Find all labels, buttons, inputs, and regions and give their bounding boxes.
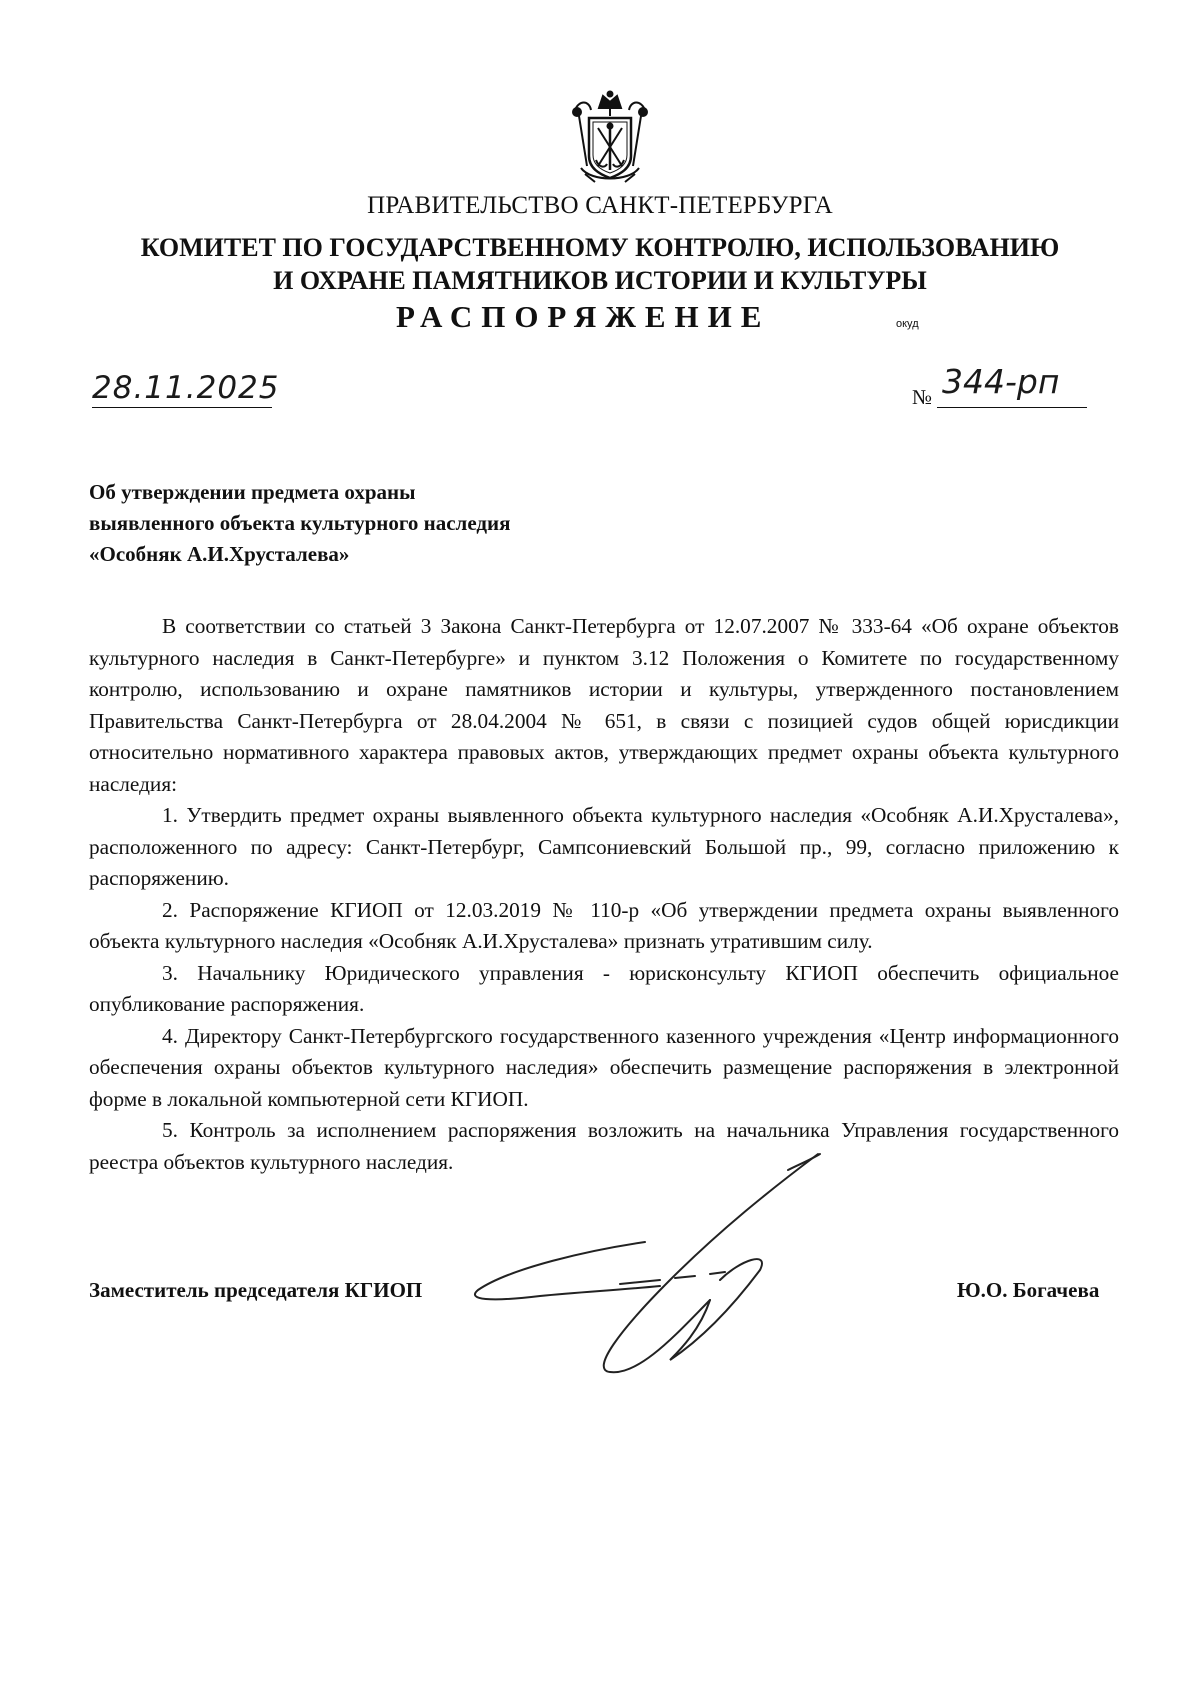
document-body [89,611,1119,1178]
subject-line1: Об утверждении предмета охраны [89,480,416,504]
committee-title [0,231,1200,297]
document-date: 28.11.2025 [92,370,280,406]
committee-title-line2: И ОХРАНЕ ПАМЯТНИКОВ ИСТОРИИ И КУЛЬТУРЫ [273,266,927,295]
coat-of-arms-icon [565,88,655,186]
preamble-paragraph: В соответствии со статьей 3 Закона Санкт-Петербурга от 12.07.2007 № 333-64 «Об охране объектов культурного наследия в Санкт-Петербурге» и пунктом 3.12 Положения о Комитете по государственному контролю, использованию и охране памятников истории и культуры, утвержденного постановлением Правительства Санкт-Петербурга от 28.04.2004 № 651, в связи с позицией судов общей юрисдикции относительно нормативного характера правовых актов, утверждающих предмет охраны объекта культурного наследия: [89,614,1119,796]
order-item-2: 2. Распоряжение КГИОП от 12.03.2019 № 110-р «Об утверждении предмета охраны выявленного объекта культурного наследия «Особняк А.И.Хрусталева» признать утратившим силу. [89,897,1119,953]
handwritten-signature [470,1150,890,1380]
order-item-3: 3. Начальнику Юридического управления - юрисконсульту КГИОП обеспечить официальное опубликование распоряжения. [89,960,1119,1016]
government-title: ПРАВИТЕЛЬСТВО САНКТ-ПЕТЕРБУРГА [367,192,833,219]
document-subject [89,477,510,570]
okud-code-label: окуд [896,318,919,330]
document-number: 344-рп [942,362,1060,401]
signatory-name: Ю.О. Богачева [957,1278,1100,1302]
date-underline [92,407,272,408]
signatory-role: Заместитель председателя КГИОП [89,1278,423,1302]
number-underline [937,407,1087,408]
order-item-1: 1. Утвердить предмет охраны выявленного объекта культурного наследия «Особняк А.И.Хрусталева», расположенного по адресу: Санкт-Петербург, Сампсониевский Большой пр., 99, согласно приложению к распоряжению. [89,803,1119,890]
subject-line2: выявленного объекта культурного наследия [89,511,511,535]
subject-line3: «Особняк А.И.Хрусталева» [89,542,350,566]
order-item-4: 4. Директору Санкт-Петербургского государственного казенного учреждения «Центр информационного обеспечения охраны объектов культурного наследия» обеспечить размещение распоряжения в электронной форме в локальной компьютерной сети КГИОП. [89,1023,1119,1111]
order-item-5: 5. Контроль за исполнением распоряжения возложить на начальника Управления государственного реестра объектов культурного наследия. [89,1118,1119,1174]
document-type: РАСПОРЯЖЕНИЕ [396,299,771,334]
committee-title-line1: КОМИТЕТ ПО ГОСУДАРСТВЕННОМУ КОНТРОЛЮ, ИСПОЛЬЗОВАНИЮ [140,233,1060,262]
number-label: № [912,385,933,409]
